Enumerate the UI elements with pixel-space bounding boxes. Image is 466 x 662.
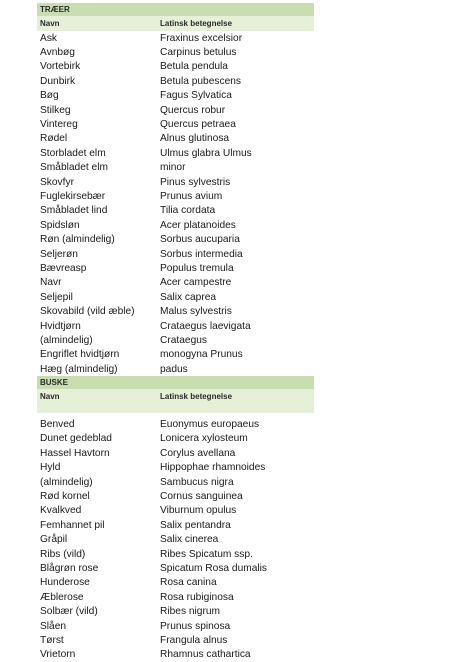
common-name-cell: Gråpil [40, 534, 68, 546]
table-row [37, 432, 314, 446]
common-name-cell: Vrietorn [40, 649, 76, 661]
column-header-row [37, 389, 314, 413]
latin-name-cell: Crataegus laevigata [160, 320, 251, 332]
latin-name-cell: Frangula alnus [160, 634, 228, 646]
common-name-cell: (almindelig) [40, 334, 93, 346]
latin-name-cell: Alnus glutinosa [160, 133, 230, 145]
table-row [37, 103, 314, 117]
common-name-cell: Hassel Havtorn [40, 447, 110, 459]
common-name-cell: Bævreasp [40, 262, 87, 274]
common-name-cell: Småbladet lind [40, 205, 108, 217]
common-name-cell: Seljerøn [40, 248, 78, 260]
common-name-cell: Navr [40, 277, 62, 289]
latin-name-cell: Rosa canina [160, 577, 217, 589]
table-row [37, 319, 314, 333]
common-name-cell: Seljepil [40, 291, 73, 303]
common-name-cell: Slåen [40, 620, 67, 632]
latin-name-cell: Salix cinerea [160, 534, 219, 546]
common-name-cell: Ribs (vild) [40, 548, 86, 560]
common-name-cell: Hunderose [40, 577, 90, 589]
latin-name-cell: Acer platanoides [160, 219, 236, 231]
table-row [37, 518, 314, 532]
section-title-trees: TRÆER [37, 3, 314, 16]
latin-name-cell: Lonicera xylosteum [160, 433, 248, 445]
common-name-cell: Vintereg [40, 119, 78, 131]
common-name-cell: Tørst [40, 634, 64, 646]
table-row [37, 533, 314, 547]
table-row [37, 189, 314, 203]
latin-name-cell: Viburnum opulus [160, 505, 237, 517]
latin-name-cell: Rosa rubiginosa [160, 591, 234, 603]
section-rows-trees [37, 31, 314, 376]
common-name-cell: (almindelig) [40, 476, 93, 488]
common-name-cell: Femhannet pil [40, 519, 105, 531]
table-row [37, 489, 314, 503]
latin-name-cell: Betula pubescens [160, 75, 241, 87]
common-name-cell: Engriflet hvidtjørn [40, 349, 120, 361]
table-row [37, 89, 314, 103]
latin-name-cell: Ulmus glabra Ulmus [160, 147, 252, 159]
latin-name-cell: Rhamnus cathartica [160, 649, 251, 661]
table-row [37, 604, 314, 618]
table-row [37, 132, 314, 146]
latin-name-cell: Betula pendula [160, 61, 228, 73]
latin-name-cell: monogyna Prunus [160, 349, 243, 361]
table-row [37, 561, 314, 575]
latin-name-cell: Prunus spinosa [160, 620, 231, 632]
common-name-cell: Dunbirk [40, 75, 76, 87]
table-row [37, 461, 314, 475]
table-row [37, 590, 314, 604]
table-row [37, 504, 314, 518]
latin-name-cell: Salix caprea [160, 291, 217, 303]
latin-name-cell: Sambucus nigra [160, 476, 234, 488]
latin-name-cell: Fagus Sylvatica [160, 90, 232, 102]
latin-name-cell: Tilia cordata [160, 205, 216, 217]
table-row [37, 276, 314, 290]
latin-name-cell: Euonymus europaeus [160, 419, 260, 431]
common-name-cell: Hvidtjørn [40, 320, 81, 332]
common-name-cell: Rødel [40, 133, 68, 145]
table-row [37, 45, 314, 59]
column-header-latin: Latinsk betegnelse [160, 19, 233, 28]
common-name-cell: Fuglekirsebær [40, 190, 106, 202]
latin-name-cell: Carpinus betulus [160, 47, 237, 59]
table-row [37, 547, 314, 561]
latin-name-cell: Ribes nigrum [160, 606, 221, 618]
latin-name-cell: Corylus avellana [160, 447, 236, 459]
common-name-cell: Skovabild (vild æble) [40, 306, 135, 318]
section-rows-shrubs [37, 417, 314, 662]
latin-name-cell: Hippophae rhamnoides [160, 462, 266, 474]
column-header-latin: Latinsk betegnelse [160, 392, 233, 402]
latin-name-cell: Sorbus intermedia [160, 248, 243, 260]
table-row [37, 648, 314, 662]
common-name-cell: Kvalkved [40, 505, 82, 517]
table-row [37, 175, 314, 189]
common-name-cell: Storbladet elm [40, 147, 106, 159]
latin-name-cell: Quercus petraea [160, 119, 236, 131]
latin-name-cell: Pinus sylvestris [160, 176, 231, 188]
table-row [37, 417, 314, 431]
table-row [37, 161, 314, 175]
latin-name-cell: Acer campestre [160, 277, 232, 289]
table-row [37, 232, 314, 246]
common-name-cell: Avnbøg [40, 47, 75, 59]
common-name-cell: Småbladet elm [40, 162, 108, 174]
latin-name-cell: padus [160, 363, 188, 375]
table-row [37, 619, 314, 633]
table-row [37, 31, 314, 45]
latin-name-cell: Ribes Spicatum ssp. [160, 548, 253, 560]
latin-name-cell: Sorbus aucuparia [160, 234, 240, 246]
table-row [37, 261, 314, 275]
latin-name-cell: Crataegus [160, 334, 208, 346]
common-name-cell: Hæg (almindelig) [40, 363, 118, 375]
table-row [37, 304, 314, 318]
latin-name-cell: Prunus avium [160, 190, 223, 202]
common-name-cell: Vortebirk [40, 61, 81, 73]
table-row [37, 348, 314, 362]
latin-name-cell: Quercus robur [160, 104, 226, 116]
latin-name-cell: Fraxinus excelsior [160, 32, 243, 44]
table-row [37, 117, 314, 131]
section-title-shrubs: BUSKE [37, 376, 314, 389]
latin-name-cell: Populus tremula [160, 262, 234, 274]
common-name-cell: Ask [40, 32, 57, 44]
common-name-cell: Bøg [40, 90, 59, 102]
column-header-name: Navn [40, 392, 60, 402]
common-name-cell: Røn (almindelig) [40, 234, 115, 246]
column-header-row [37, 16, 314, 31]
table-row [37, 362, 314, 376]
table-row [37, 475, 314, 489]
table-row [37, 60, 314, 74]
common-name-cell: Dunet gedeblad [40, 433, 112, 445]
common-name-cell: Stilkeg [40, 104, 71, 116]
latin-name-cell: Salix pentandra [160, 519, 231, 531]
table-row [37, 633, 314, 647]
table-row [37, 290, 314, 304]
latin-name-cell: Spicatum Rosa dumalis [160, 562, 268, 574]
latin-name-cell: minor [160, 162, 186, 174]
table-row [37, 146, 314, 160]
common-name-cell: Spidsløn [40, 219, 80, 231]
table-row [37, 333, 314, 347]
common-name-cell: Skovfyr [40, 176, 74, 188]
common-name-cell: Blågrøn rose [40, 562, 99, 574]
common-name-cell: Benved [40, 419, 75, 431]
table-row [37, 247, 314, 261]
common-name-cell: Hyld [40, 462, 61, 474]
latin-name-cell: Malus sylvestris [160, 306, 232, 318]
table-row [37, 446, 314, 460]
table-row [37, 576, 314, 590]
column-header-name: Navn [40, 19, 60, 28]
common-name-cell: Rød kornel [40, 491, 90, 503]
species-table [37, 3, 314, 662]
common-name-cell: Æblerose [40, 591, 84, 603]
table-row [37, 204, 314, 218]
table-row [37, 74, 314, 88]
table-row [37, 218, 314, 232]
latin-name-cell: Cornus sanguinea [160, 491, 243, 503]
common-name-cell: Solbær (vild) [40, 606, 98, 618]
